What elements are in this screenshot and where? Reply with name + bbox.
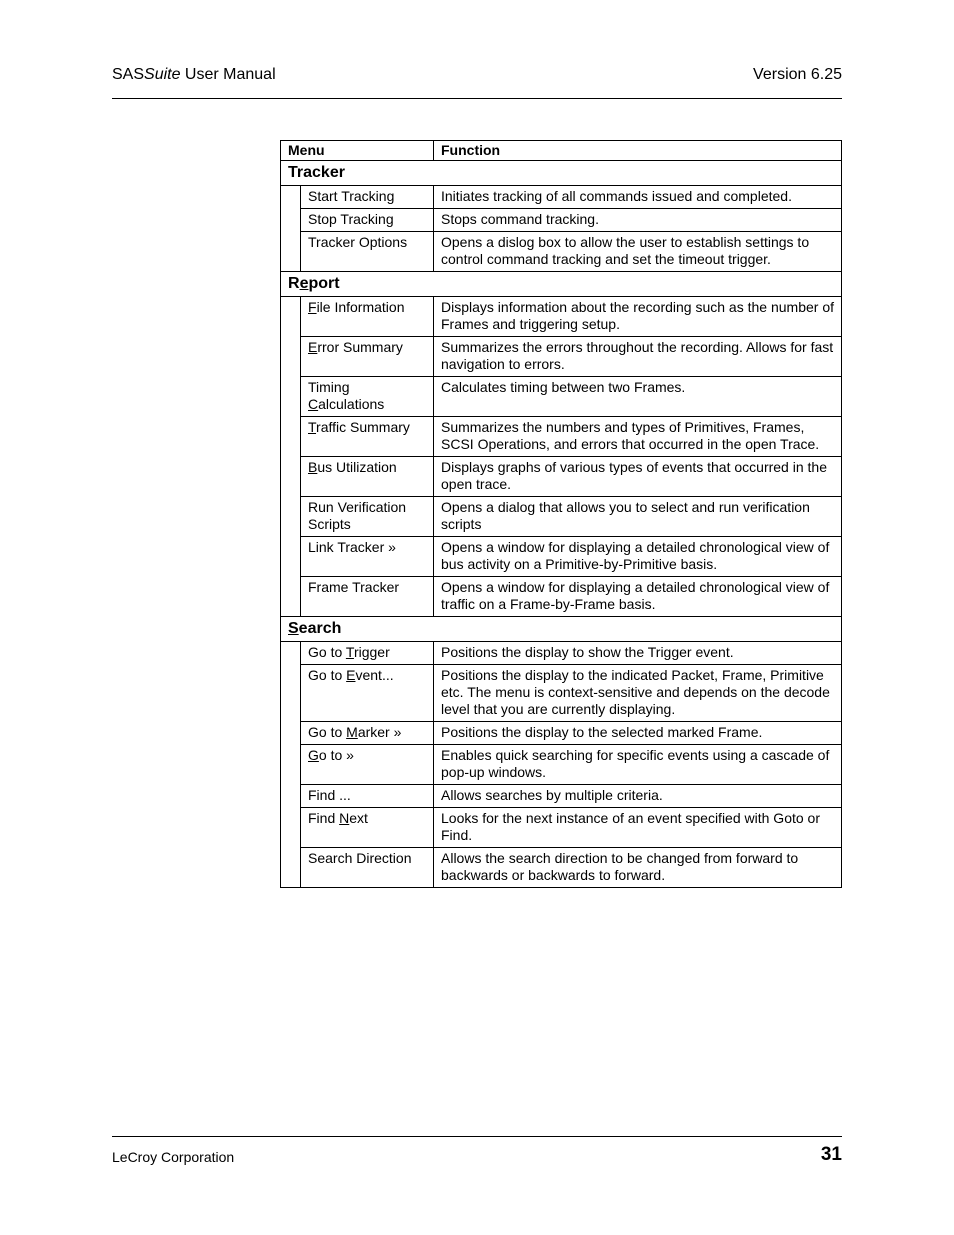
menu-item-pre: Link Tracker » (308, 539, 396, 555)
function-description: Opens a window for displaying a detailed chronological view of bus activity on a Primitive-by-Primitive basis. (434, 537, 842, 577)
menu-item-pre: Frame Tracker (308, 579, 400, 595)
function-description: Initiates tracking of all commands issued and completed. (434, 186, 842, 209)
function-description: Summarizes the errors throughout the recording. Allows for fast navigation to errors. (434, 337, 842, 377)
function-description: Opens a dislog box to allow the user to establish settings to control command tracking and set the timeout trigger. (434, 232, 842, 272)
group-row (281, 272, 842, 297)
function-description: Opens a dialog that allows you to select and run verification scripts (434, 497, 842, 537)
version-label: Version 6.25 (753, 66, 842, 83)
menu-item-post: vent... (355, 667, 394, 683)
menu-item-pre: Run Verification Scripts (308, 499, 407, 532)
menu-item-post: ext (349, 810, 368, 826)
menu-item-cell (301, 337, 434, 377)
menu-item-accel: G (308, 747, 319, 763)
group-title-post: port (308, 275, 340, 292)
menu-item-cell (301, 537, 434, 577)
menu-item-post: arker » (357, 724, 402, 740)
table-row (281, 497, 842, 537)
group-title-accel: S (288, 620, 299, 637)
table-row (281, 848, 842, 888)
table-row (281, 577, 842, 617)
menu-item-cell (301, 209, 434, 232)
table-row (281, 745, 842, 785)
menu-item-pre: Stop Tracking (308, 211, 394, 227)
page-number: 31 (820, 1144, 842, 1165)
function-description: Calculates timing between two Frames. (434, 377, 842, 417)
table-body (281, 161, 842, 888)
function-description: Allows the search direction to be changed from forward to backwards or backwards to forward. (434, 848, 842, 888)
menu-item-accel: F (308, 299, 317, 315)
indent-cell (281, 642, 301, 888)
group-title (281, 272, 842, 297)
group-title-post: Tracker (288, 164, 345, 181)
function-description: Positions the display to the indicated Packet, Frame, Primitive etc. The menu is context-sensitive and depends on the decode level that you are currently displaying. (434, 665, 842, 722)
menu-item-cell (301, 577, 434, 617)
menu-function-table (280, 140, 842, 888)
group-title (281, 161, 842, 186)
table-row (281, 537, 842, 577)
menu-item-pre: Start Tracking (308, 188, 395, 204)
company-name: LeCroy Corporation (112, 1149, 235, 1165)
menu-item-cell (301, 665, 434, 722)
menu-item-cell (301, 186, 434, 209)
function-description: Positions the display to the selected marked Frame. (434, 722, 842, 745)
function-description: Stops command tracking. (434, 209, 842, 232)
menu-item-pre: Go to (308, 667, 347, 683)
menu-item-cell (301, 417, 434, 457)
menu-item-cell (301, 232, 434, 272)
menu-item-pre: Tracker Options (308, 234, 408, 250)
table-row (281, 808, 842, 848)
function-description: Displays graphs of various types of events that occurred in the open trace. (434, 457, 842, 497)
table-row (281, 785, 842, 808)
menu-item-accel: E (308, 339, 318, 355)
function-description: Allows searches by multiple criteria. (434, 785, 842, 808)
page-footer (112, 1136, 842, 1165)
table-row (281, 642, 842, 665)
group-title-post: earch (298, 620, 342, 637)
table-row (281, 186, 842, 209)
menu-item-accel: T (345, 644, 354, 660)
menu-item-accel: T (308, 419, 317, 435)
menu-item-post: alculations (318, 396, 385, 412)
title-prefix: SAS (112, 66, 145, 83)
menu-item-post: raffic Summary (316, 419, 410, 435)
menu-item-accel: M (346, 724, 358, 740)
menu-item-cell (301, 808, 434, 848)
column-header-function: Function (434, 141, 842, 161)
table-row (281, 337, 842, 377)
function-description: Enables quick searching for specific events using a cascade of pop-up windows. (434, 745, 842, 785)
group-title-pre: R (288, 275, 300, 292)
group-row (281, 161, 842, 186)
table-row (281, 457, 842, 497)
menu-item-cell (301, 848, 434, 888)
column-header-menu: Menu (281, 141, 434, 161)
menu-item-pre: Find ... (308, 787, 351, 803)
table-row (281, 209, 842, 232)
menu-item-accel: E (346, 667, 356, 683)
menu-item-post: rror Summary (317, 339, 403, 355)
title-suffix: User Manual (180, 66, 276, 83)
menu-item-pre: Timing (308, 379, 350, 395)
indent-cell (281, 297, 301, 617)
function-description: Summarizes the numbers and types of Primitives, Frames, SCSI Operations, and errors that occurred in the open Trace. (434, 417, 842, 457)
menu-item-post: o to » (318, 747, 354, 763)
menu-item-accel: N (339, 810, 350, 826)
table-row (281, 377, 842, 417)
menu-item-cell (301, 457, 434, 497)
group-row (281, 617, 842, 642)
menu-item-pre: Go to (308, 724, 347, 740)
menu-item-cell (301, 745, 434, 785)
menu-item-pre: Go to (308, 644, 346, 660)
manual-title (112, 66, 276, 84)
function-description: Looks for the next instance of an event specified with Goto or Find. (434, 808, 842, 848)
menu-item-cell (301, 785, 434, 808)
page-header (112, 64, 842, 99)
menu-item-pre: Search Direction (308, 850, 412, 866)
table-header-row (281, 141, 842, 161)
menu-item-cell (301, 642, 434, 665)
table-row (281, 665, 842, 722)
function-description: Opens a window for displaying a detailed chronological view of traffic on a Frame-by-Frame basis. (434, 577, 842, 617)
group-title (281, 617, 842, 642)
function-description: Displays information about the recording such as the number of Frames and triggering setup. (434, 297, 842, 337)
title-italic: Suite (144, 66, 181, 83)
table-row (281, 417, 842, 457)
menu-item-post: ile Information (316, 299, 405, 315)
menu-item-accel: C (308, 396, 319, 412)
menu-item-cell (301, 722, 434, 745)
table-row (281, 232, 842, 272)
menu-item-cell (301, 377, 434, 417)
table-row (281, 297, 842, 337)
group-title-accel: e (299, 275, 309, 292)
table-row (281, 722, 842, 745)
menu-item-pre: Find (308, 810, 340, 826)
menu-item-post: us Utilization (317, 459, 397, 475)
menu-item-post: rigger (353, 644, 390, 660)
indent-cell (281, 186, 301, 272)
menu-item-cell (301, 297, 434, 337)
function-description: Positions the display to show the Trigger event. (434, 642, 842, 665)
menu-item-accel: B (308, 459, 318, 475)
menu-item-cell (301, 497, 434, 537)
